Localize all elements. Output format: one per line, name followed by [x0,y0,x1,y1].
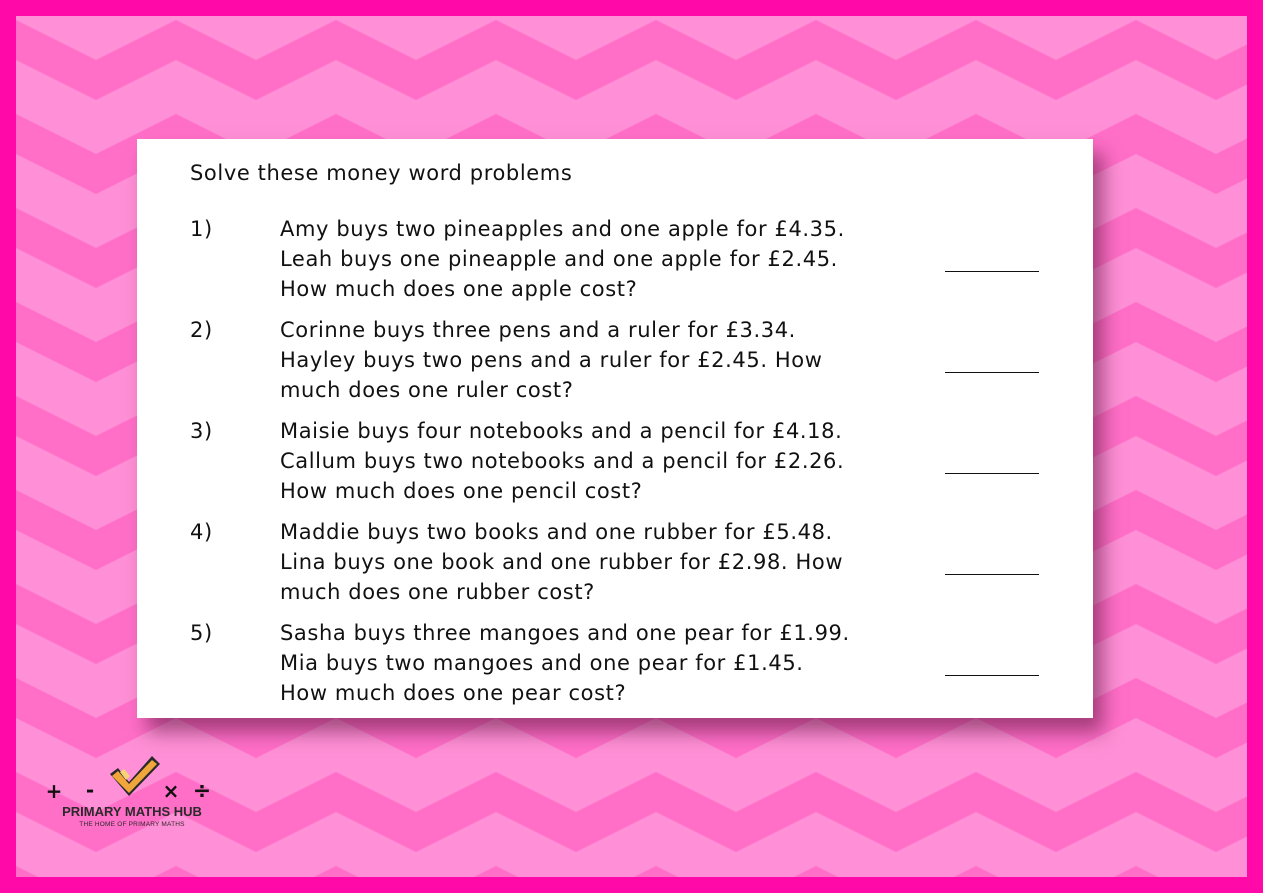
problem-text-line: Corinne buys three pens and a ruler for £3.34. [280,318,796,342]
problem-text-line: Amy buys two pineapples and one apple for £4.35. [280,217,845,241]
problem-text-line: Lina buys one book and one rubber for £2.98. How [280,550,844,574]
problem-4 [137,517,1093,609]
logo [40,752,230,836]
problem-text-line: Hayley buys two pens and a ruler for £2.45. How [280,348,823,372]
problem-number: 2) [190,318,213,342]
problem-text-line: How much does one pear cost? [280,681,627,705]
problem-1 [137,214,1093,306]
plus-icon: + [45,779,63,803]
logo-tagline: THE HOME OF PRIMARY MATHS [79,821,185,828]
problem-text-line: Maisie buys four notebooks and a pencil for £4.18. [280,419,843,443]
checkmark-icon [110,756,160,796]
problem-number: 1) [190,217,213,241]
problem-text-line: Sasha buys three mangoes and one pear for £1.99. [280,621,850,645]
worksheet-card [137,139,1093,718]
worksheet-title: Solve these money word problems [190,161,573,185]
logo-graphic [40,752,230,804]
multiply-icon: × [162,779,180,803]
problem-3 [137,416,1093,508]
problem-text-line: Callum buys two notebooks and a pencil for £2.26. [280,449,845,473]
answer-blank[interactable] [945,648,1039,676]
minus-icon: - [85,778,95,802]
problem-number: 4) [190,520,213,544]
answer-blank[interactable] [945,244,1039,272]
problem-text-line: much does one ruler cost? [280,378,574,402]
problem-number: 5) [190,621,213,645]
answer-blank[interactable] [945,345,1039,373]
answer-blank[interactable] [945,446,1039,474]
answer-blank[interactable] [945,547,1039,575]
divide-icon: ÷ [192,779,212,804]
problem-5 [137,618,1093,710]
problem-text-line: much does one rubber cost? [280,580,595,604]
problem-text-line: Mia buys two mangoes and one pear for £1.45. [280,651,804,675]
problem-text-line: How much does one apple cost? [280,277,638,301]
logo-name: PRIMARY MATHS HUB [62,804,202,819]
problem-text-line: Maddie buys two books and one rubber for £5.48. [280,520,833,544]
problem-text-line: How much does one pencil cost? [280,479,643,503]
problem-text-line: Leah buys one pineapple and one apple for £2.45. [280,247,838,271]
problem-number: 3) [190,419,213,443]
problem-2 [137,315,1093,407]
